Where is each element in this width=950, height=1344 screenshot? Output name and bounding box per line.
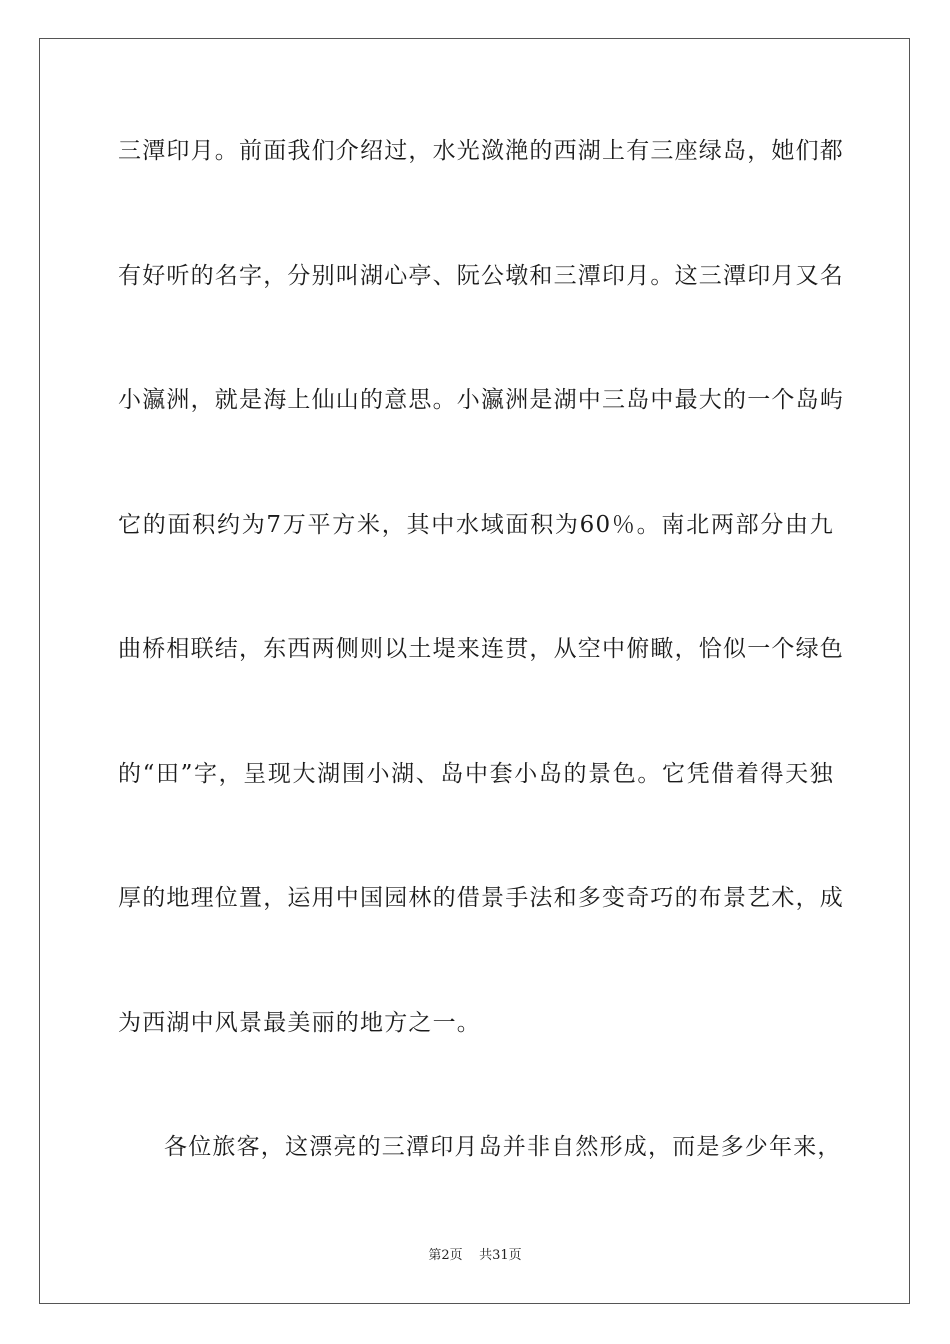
text-line-1: 三潭印月。前面我们介绍过，水光潋滟的西湖上有三座绿岛，她们都 bbox=[118, 138, 844, 164]
page-number-footer: 第2页 共31页 bbox=[428, 1248, 522, 1263]
text-line-6: 的“田”字，呈现大湖围小湖、岛中套小岛的景色。它凭借着得天独 bbox=[118, 761, 834, 787]
text-line-3: 小瀛洲，就是海上仙山的意思。小瀛洲是湖中三岛中最大的一个岛屿 bbox=[118, 387, 844, 413]
text-line-8: 为西湖中风景最美丽的地方之一。 bbox=[118, 1010, 481, 1036]
text-line-5: 曲桥相联结，东西两侧则以土堤来连贯，从空中俯瞰，恰似一个绿色 bbox=[118, 636, 844, 662]
paragraph-start-line: 各位旅客，这漂亮的三潭印月岛并非自然形成，而是多少年来， bbox=[164, 1134, 842, 1160]
text-line-7: 厚的地理位置，运用中国园林的借景手法和多变奇巧的布景艺术，成 bbox=[118, 885, 844, 911]
page-border bbox=[39, 38, 910, 1304]
text-line-4: 它的面积约为7万平方米，其中水域面积为60％。南北两部分由九 bbox=[118, 512, 834, 538]
text-line-2: 有好听的名字，分别叫湖心亭、阮公墩和三潭印月。这三潭印月又名 bbox=[118, 263, 844, 289]
